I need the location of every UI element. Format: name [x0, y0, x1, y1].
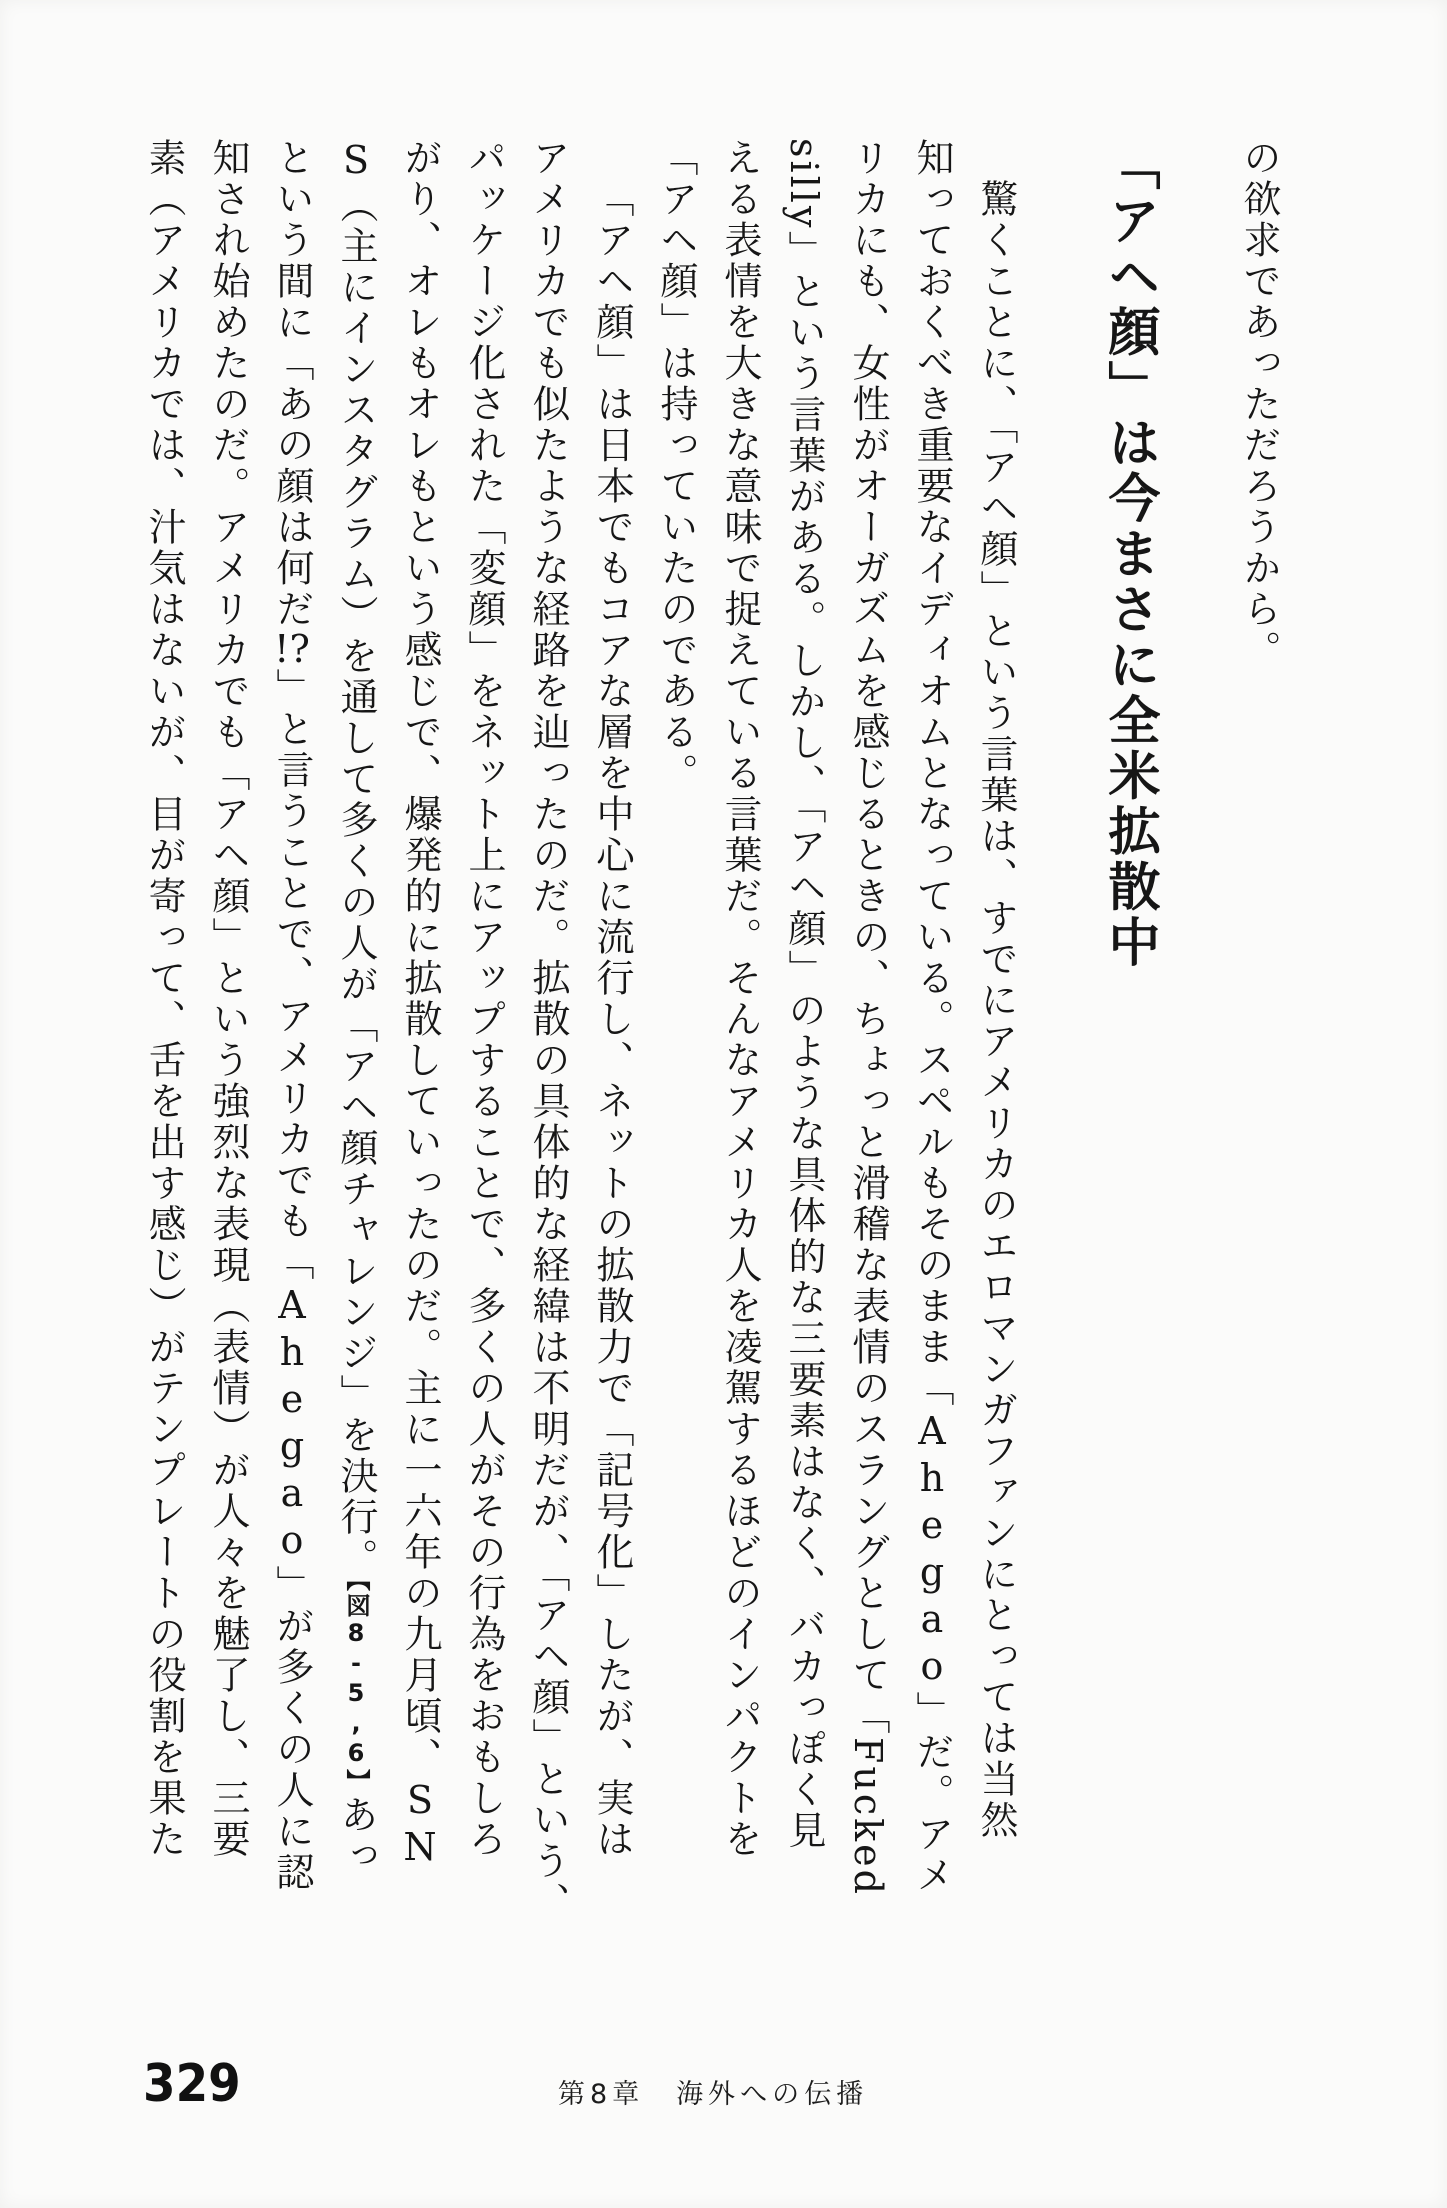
text-segment: 「アヘ顔」は日本でもコアな層を中心に流行し、ネットの拡散力で「記号化」したが、実は: [590, 179, 634, 1860]
text-line: [580, 138, 644, 1878]
text-segment: という間に「あの顔は何だ: [270, 138, 314, 630]
text-line: [452, 138, 516, 1878]
text-segment: 」という言葉がある。しかし、「アヘ顔」のような具体的な三要素はなく、バカっぽく見: [782, 230, 826, 1852]
text-line: [516, 138, 580, 1923]
text-segment: S: [334, 138, 378, 185]
text-segment: 」が多くの人に認: [270, 1565, 314, 1893]
text-segment: 」と言うことで、アメリカでも「: [270, 668, 314, 1283]
text-line: [708, 138, 772, 1878]
text-segment: 「アヘ顔」は持っていたのである。: [654, 138, 698, 794]
text-line: [260, 138, 324, 1893]
text-segment: える表情を大きな意味で捉えている言葉だ。そんなアメリカ人を凌駕するほどのインパクトを: [718, 138, 762, 1860]
text-segment: SN: [398, 1778, 442, 1872]
text-line: [196, 138, 260, 1878]
text-segment: パッケージ化された「変顔」をネット上にアップすることで、多くの人がその行為をおもしろ: [462, 138, 506, 1860]
text-line: [324, 138, 388, 1878]
text-segment: Fucked: [846, 1737, 890, 1897]
text-segment: 」だ。アメ: [910, 1691, 954, 1896]
page-text-block: [132, 138, 1290, 1923]
running-footer-chapter: 第8章 海外への伝播: [558, 2079, 869, 2110]
text-line: [132, 138, 196, 1878]
page-number: 329: [143, 2054, 241, 2114]
text-segment: 知され始めたのだ。アメリカでも「アヘ顔」という強烈な表現（表情）が人々を魅了し、三要: [206, 138, 250, 1860]
text-segment: 驚くことに、「アヘ顔」という言葉は、すでにアメリカのエロマンガファンにとっては当然: [974, 179, 1018, 1841]
text-line: [644, 138, 708, 1878]
text-line: [964, 138, 1028, 1878]
text-line: [388, 138, 452, 1878]
text-segment: 素（アメリカでは、汁気はないが、目が寄って、舌を出す感じ）がテンプレートの役割を果た: [142, 138, 186, 1860]
section-heading: 「アヘ顔」は今まさに全米拡散中: [1099, 138, 1159, 971]
figure-reference: 【図8-5,6】: [342, 1579, 370, 1795]
text-segment: 知っておくべき重要なイディオムとなっている。スペルもそのまま「: [910, 138, 954, 1409]
text-segment: あっ: [334, 1795, 378, 1877]
text-segment: silly: [782, 138, 826, 231]
text-segment: Ahegao: [910, 1409, 954, 1691]
text-line: [772, 138, 836, 1878]
text-segment: Ahegao: [270, 1283, 314, 1565]
text-segment: （主にインスタグラム）を通して多くの人が「アヘ顔チャレンジ」を決行。: [334, 185, 378, 1579]
text-segment: がり、オレもオレもという感じで、爆発的に拡散していったのだ。主に一六年の九月頃、: [398, 138, 442, 1778]
intro-line: の欲求であっただろうから。: [1237, 138, 1281, 671]
text-line: [900, 138, 964, 1896]
text-segment: アメリカでも似たような経路を辿ったのだ。拡散の具体的な経緯は不明だが、「アヘ顔」という、: [526, 138, 570, 1923]
text-segment: !?: [274, 630, 310, 668]
text-segment: リカにも、女性がオーガズムを感じるときの、ちょっと滑稽な表情のスラングとして「: [846, 138, 890, 1737]
text-line: [836, 138, 900, 1897]
